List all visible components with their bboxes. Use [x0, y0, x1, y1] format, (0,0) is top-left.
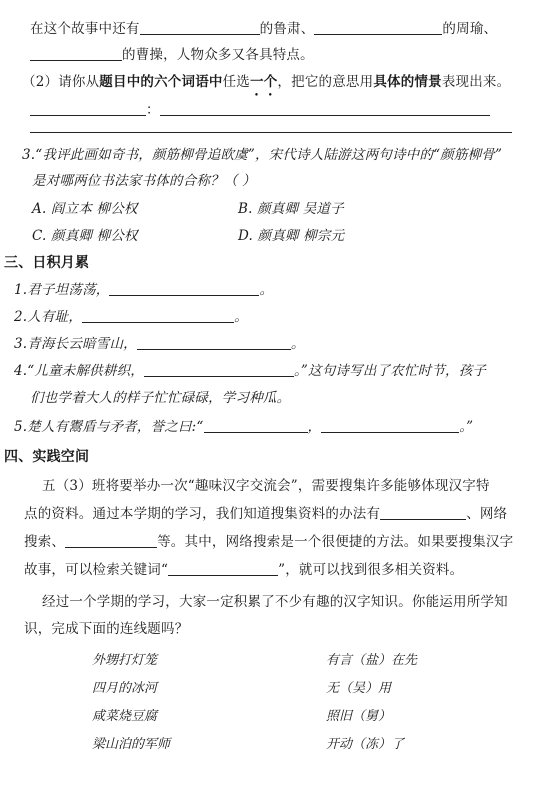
blank-field[interactable]: [65, 534, 157, 548]
text: ，: [307, 419, 322, 435]
text: 。: [290, 336, 305, 352]
match-left-item[interactable]: 咸菜烧豆腐: [92, 709, 158, 724]
text: （2）请你从: [22, 74, 100, 90]
blank-field[interactable]: [168, 562, 278, 576]
colon: ：: [146, 102, 160, 118]
question-3: 3.“我评此画如奇书，颜筋柳骨追欧虞”，宋代诗人陆游这两句诗中的“颜筋柳骨”: [22, 147, 503, 163]
para-1-line-4: [24, 561, 463, 579]
text: 任选: [222, 74, 251, 90]
text: 的周瑜、: [442, 21, 498, 37]
match-right-item[interactable]: 无（吴）用: [326, 681, 392, 696]
option-d[interactable]: D. 颜真卿 柳宗元: [238, 228, 345, 244]
story-characters-line: [30, 20, 497, 38]
blank-field[interactable]: [109, 282, 259, 296]
blank-field[interactable]: [380, 506, 466, 520]
answer-line[interactable]: [30, 132, 512, 133]
section-3-title: 三、日积月累: [4, 255, 90, 271]
text: 4.“儿童未解供耕织，: [14, 363, 144, 379]
text: 3.青海长云暗雪山，: [14, 336, 137, 352]
blank-field[interactable]: [30, 102, 146, 116]
item-5: [14, 418, 473, 436]
item-2: [14, 308, 248, 326]
item-3: [14, 335, 305, 353]
answer-line-q2: [30, 101, 490, 119]
item-4-cont: 们也学着大人的样子忙忙碌碌，学习种瓜。: [30, 390, 291, 406]
match-left-item[interactable]: 外甥打灯笼: [92, 653, 158, 668]
text: 点的资料。通过本学期的学习，我们知道搜集资料的办法有: [24, 506, 381, 522]
blank-field[interactable]: [204, 419, 308, 433]
para-1-line-2: [24, 505, 507, 523]
text: 2.人有耻，: [14, 309, 83, 325]
para-2-line-2: 识，完成下面的连线题吗？: [24, 621, 189, 637]
text: 。: [234, 309, 248, 325]
text: 的鲁肃、: [259, 21, 315, 37]
text: 搜索、: [24, 534, 66, 550]
match-right-item[interactable]: 照旧（舅）: [326, 709, 392, 724]
question-2: [22, 73, 510, 99]
text: 的曹操，人物众多又各具特点。: [122, 47, 314, 63]
text: 表现出来。: [441, 74, 511, 90]
text: 。: [259, 282, 274, 298]
blank-field[interactable]: [82, 309, 234, 323]
story-characters-line-2: [30, 46, 314, 64]
text: 故事，可以检索关键词“: [24, 562, 169, 578]
text: 等。其中，网络搜索是一个很便捷的方法。如果要搜集汉字: [157, 534, 514, 550]
item-1: [14, 281, 273, 299]
text: 。”: [459, 419, 474, 435]
option-b[interactable]: B. 颜真卿 吴道子: [238, 201, 344, 217]
para-1-line-3: [24, 533, 513, 551]
question-3-cont: 是对哪两位书法家书体的合称？（ ）: [32, 173, 256, 189]
text: 。”这句诗写出了农忙时节，孩子: [293, 363, 487, 379]
bold-text: 具体的情景: [373, 74, 442, 90]
text: ，把它的意思用: [277, 74, 374, 90]
text: 5.楚人有鬻盾与矛者，誉之曰:“: [14, 419, 204, 435]
para-2-line-1: 经过一个学期的学习，大家一定积累了不少有趣的汉字知识。你能运用所学知: [42, 594, 508, 610]
blank-field[interactable]: [140, 21, 260, 35]
blank-field[interactable]: [314, 21, 442, 35]
option-c[interactable]: C. 颜真卿 柳公权: [32, 228, 138, 244]
text: 、网络: [466, 506, 508, 522]
blank-field[interactable]: [321, 419, 459, 433]
item-4: [14, 362, 486, 380]
blank-field[interactable]: [144, 363, 294, 377]
match-left-item[interactable]: 梁山泊的军师: [92, 737, 171, 752]
option-a[interactable]: A. 阎立本 柳公权: [32, 201, 138, 217]
blank-field[interactable]: [137, 336, 291, 350]
blank-field[interactable]: [30, 47, 122, 61]
text: 在这个故事中还有: [30, 21, 140, 37]
emphasis-text: 一个: [250, 74, 278, 90]
blank-field[interactable]: [160, 102, 490, 116]
match-right-item[interactable]: 开动（冻）了: [326, 737, 405, 752]
bold-text: 题目中的六个词语中: [99, 74, 223, 90]
text: 1.君子坦荡荡，: [14, 282, 110, 298]
match-left-item[interactable]: 四月的冰河: [92, 681, 158, 696]
text: ”，就可以找到很多相关资料。: [278, 562, 464, 578]
section-4-title: 四、实践空间: [4, 449, 90, 465]
match-right-item[interactable]: 有言（盐）在先: [326, 653, 418, 668]
para-1-line-1: 五（3）班将要举办一次“趣味汉字交流会”，需要搜集许多能够体现汉字特: [42, 478, 490, 494]
